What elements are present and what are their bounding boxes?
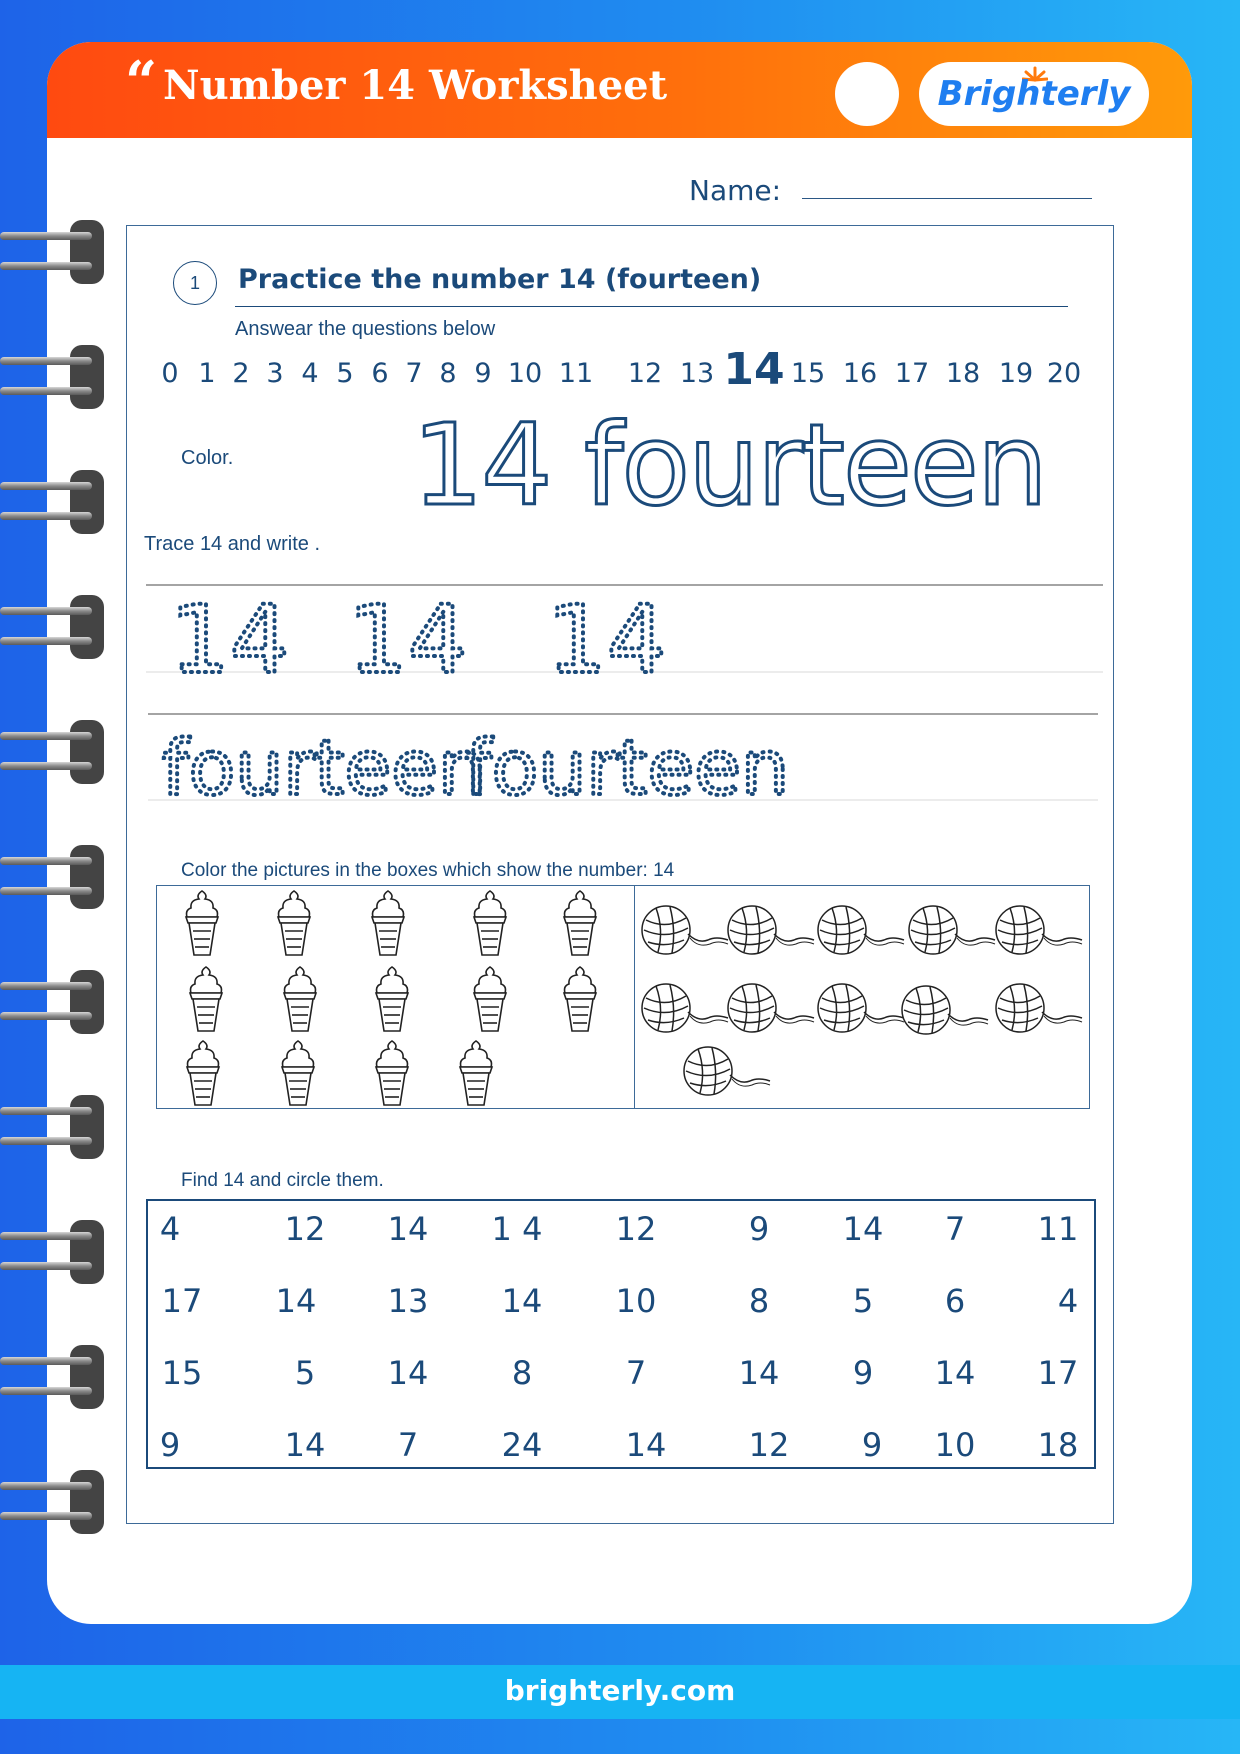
find-grid-number[interactable]: 12 [748, 1426, 790, 1464]
name-label: Name: [689, 174, 782, 207]
ice-cream-cone-icon[interactable] [372, 965, 412, 1035]
number-line-item: 7 [405, 358, 423, 389]
find-grid-number[interactable]: 8 [511, 1354, 533, 1392]
find-grid-number[interactable]: 14 [738, 1354, 780, 1392]
number-line-item: 1 [198, 358, 216, 389]
number-line-item: 15 [790, 358, 826, 389]
ice-cream-cone-icon[interactable] [456, 1039, 496, 1109]
footer-url-link[interactable]: brighterly.com [504, 1674, 736, 1707]
find-grid-number[interactable]: 8 [748, 1282, 770, 1320]
color-instruction: Color. [181, 447, 234, 469]
find-grid-number[interactable]: 10 [615, 1282, 657, 1320]
number-line-item: 8 [439, 358, 457, 389]
find-grid-number[interactable]: 11 [1037, 1210, 1079, 1248]
find-grid-number[interactable]: 7 [944, 1210, 966, 1248]
find-grid-number[interactable]: 1 4 [491, 1210, 543, 1248]
yarn-ball-icon[interactable] [994, 982, 1084, 1036]
number-line-item: 16 [842, 358, 878, 389]
yarn-ball-icon[interactable] [640, 904, 730, 958]
worksheet-title: Number 14 Worksheet [163, 62, 668, 109]
yarn-ball-icon[interactable] [816, 982, 906, 1036]
find-grid-number[interactable]: 5 [852, 1282, 874, 1320]
trace-word[interactable] [461, 718, 907, 817]
number-line-item: 20 [1046, 358, 1082, 389]
ice-cream-cone-icon[interactable] [560, 965, 600, 1035]
binding-ring [0, 845, 104, 909]
trace-number[interactable] [344, 578, 496, 700]
find-grid-number[interactable]: 14 [387, 1354, 429, 1392]
trace-instruction: Trace 14 and write . [144, 533, 321, 555]
find-grid-number[interactable]: 24 [501, 1426, 543, 1464]
find-grid-number[interactable]: 6 [944, 1282, 966, 1320]
number-line-item: 10 [507, 358, 543, 389]
exercise-title: Practice the number 14 (fourteen) [238, 264, 762, 295]
binding-ring [0, 1220, 104, 1284]
binding-ring [0, 1345, 104, 1409]
number-line-item: 4 [301, 358, 319, 389]
number-line-item: 11 [558, 358, 594, 389]
find-grid-number[interactable]: 4 [159, 1210, 181, 1248]
binding-ring [0, 1470, 104, 1534]
quote-mark-icon: “ [125, 49, 158, 115]
find-grid-number[interactable]: 7 [625, 1354, 647, 1392]
find-grid-number[interactable]: 9 [748, 1210, 770, 1248]
pictures-instruction: Color the pictures in the boxes which show the number: 14 [181, 860, 675, 881]
find-grid-number[interactable]: 18 [1037, 1426, 1079, 1464]
picture-box-divider [634, 885, 635, 1109]
find-grid-number[interactable]: 13 [387, 1282, 429, 1320]
number-line-item: 0 [161, 358, 179, 389]
find-grid-number[interactable]: 14 [275, 1282, 317, 1320]
number-line-item: 19 [998, 358, 1034, 389]
number-line-item: 13 [679, 358, 715, 389]
find-grid-number[interactable]: 14 [842, 1210, 884, 1248]
ice-cream-cone-icon[interactable] [183, 1039, 223, 1109]
trace-number[interactable] [166, 578, 318, 700]
find-grid-number[interactable]: 5 [294, 1354, 316, 1392]
find-grid-number[interactable]: 9 [159, 1426, 181, 1464]
outline-number-word[interactable]: 14 fourteen [412, 401, 1046, 531]
ice-cream-cone-icon[interactable] [182, 889, 222, 959]
number-line-item: 12 [627, 358, 663, 389]
yarn-ball-icon[interactable] [907, 904, 997, 958]
number-line-item: 17 [894, 358, 930, 389]
binding-ring [0, 970, 104, 1034]
find-grid-number[interactable]: 10 [934, 1426, 976, 1464]
find-grid-number[interactable]: 14 [284, 1426, 326, 1464]
yarn-ball-icon[interactable] [682, 1045, 772, 1099]
yarn-ball-icon[interactable] [994, 904, 1084, 958]
find-grid-number[interactable]: 14 [625, 1426, 667, 1464]
exercise-number-badge: 1 [173, 261, 217, 305]
number-line-highlight: 14 [723, 344, 785, 395]
svg-text:14: 14 [348, 586, 468, 695]
svg-text:fourteen: fourteen [465, 723, 790, 812]
ice-cream-cone-icon[interactable] [274, 889, 314, 959]
binding-ring [0, 1095, 104, 1159]
find-grid-number[interactable]: 14 [501, 1282, 543, 1320]
yarn-ball-icon[interactable] [726, 904, 816, 958]
ice-cream-cone-icon[interactable] [470, 965, 510, 1035]
svg-text:14: 14 [170, 586, 290, 695]
yarn-ball-icon[interactable] [900, 984, 990, 1038]
find-grid-number[interactable]: 12 [284, 1210, 326, 1248]
ice-cream-cone-icon[interactable] [280, 965, 320, 1035]
number-line-item: 18 [945, 358, 981, 389]
find-grid-number[interactable]: 17 [1037, 1354, 1079, 1392]
find-grid-number[interactable]: 7 [397, 1426, 419, 1464]
find-grid-number[interactable]: 9 [861, 1426, 883, 1464]
find-grid-number[interactable]: 12 [615, 1210, 657, 1248]
ice-cream-cone-icon[interactable] [278, 1039, 318, 1109]
yarn-ball-icon[interactable] [640, 982, 730, 1036]
number-line-item: 9 [474, 358, 492, 389]
ice-cream-cone-icon[interactable] [368, 889, 408, 959]
ice-cream-cone-icon[interactable] [560, 889, 600, 959]
ice-cream-cone-icon[interactable] [186, 965, 226, 1035]
yarn-ball-icon[interactable] [816, 904, 906, 958]
yarn-ball-icon[interactable] [726, 982, 816, 1036]
svg-text:fourteen: fourteen [162, 723, 487, 812]
number-line-item: 6 [371, 358, 389, 389]
ice-cream-cone-icon[interactable] [470, 889, 510, 959]
find-grid-number[interactable]: 4 [1057, 1282, 1079, 1320]
find-grid-number[interactable]: 14 [387, 1210, 429, 1248]
ice-cream-cone-icon[interactable] [372, 1039, 412, 1109]
number-line-item: 2 [232, 358, 250, 389]
find-grid-number[interactable]: 15 [161, 1354, 203, 1392]
number-line-item: 3 [266, 358, 284, 389]
exercise-subtitle: Answear the questions below [235, 318, 496, 340]
trace-number[interactable] [543, 578, 695, 700]
logo-wordmark: Brighterly [937, 74, 1131, 114]
find-instruction: Find 14 and circle them. [181, 1170, 384, 1191]
find-grid-number[interactable]: 9 [852, 1354, 874, 1392]
find-grid-number[interactable]: 17 [161, 1282, 203, 1320]
find-grid-number[interactable]: 14 [934, 1354, 976, 1392]
number-line-item: 5 [336, 358, 354, 389]
svg-text:14: 14 [547, 586, 667, 695]
